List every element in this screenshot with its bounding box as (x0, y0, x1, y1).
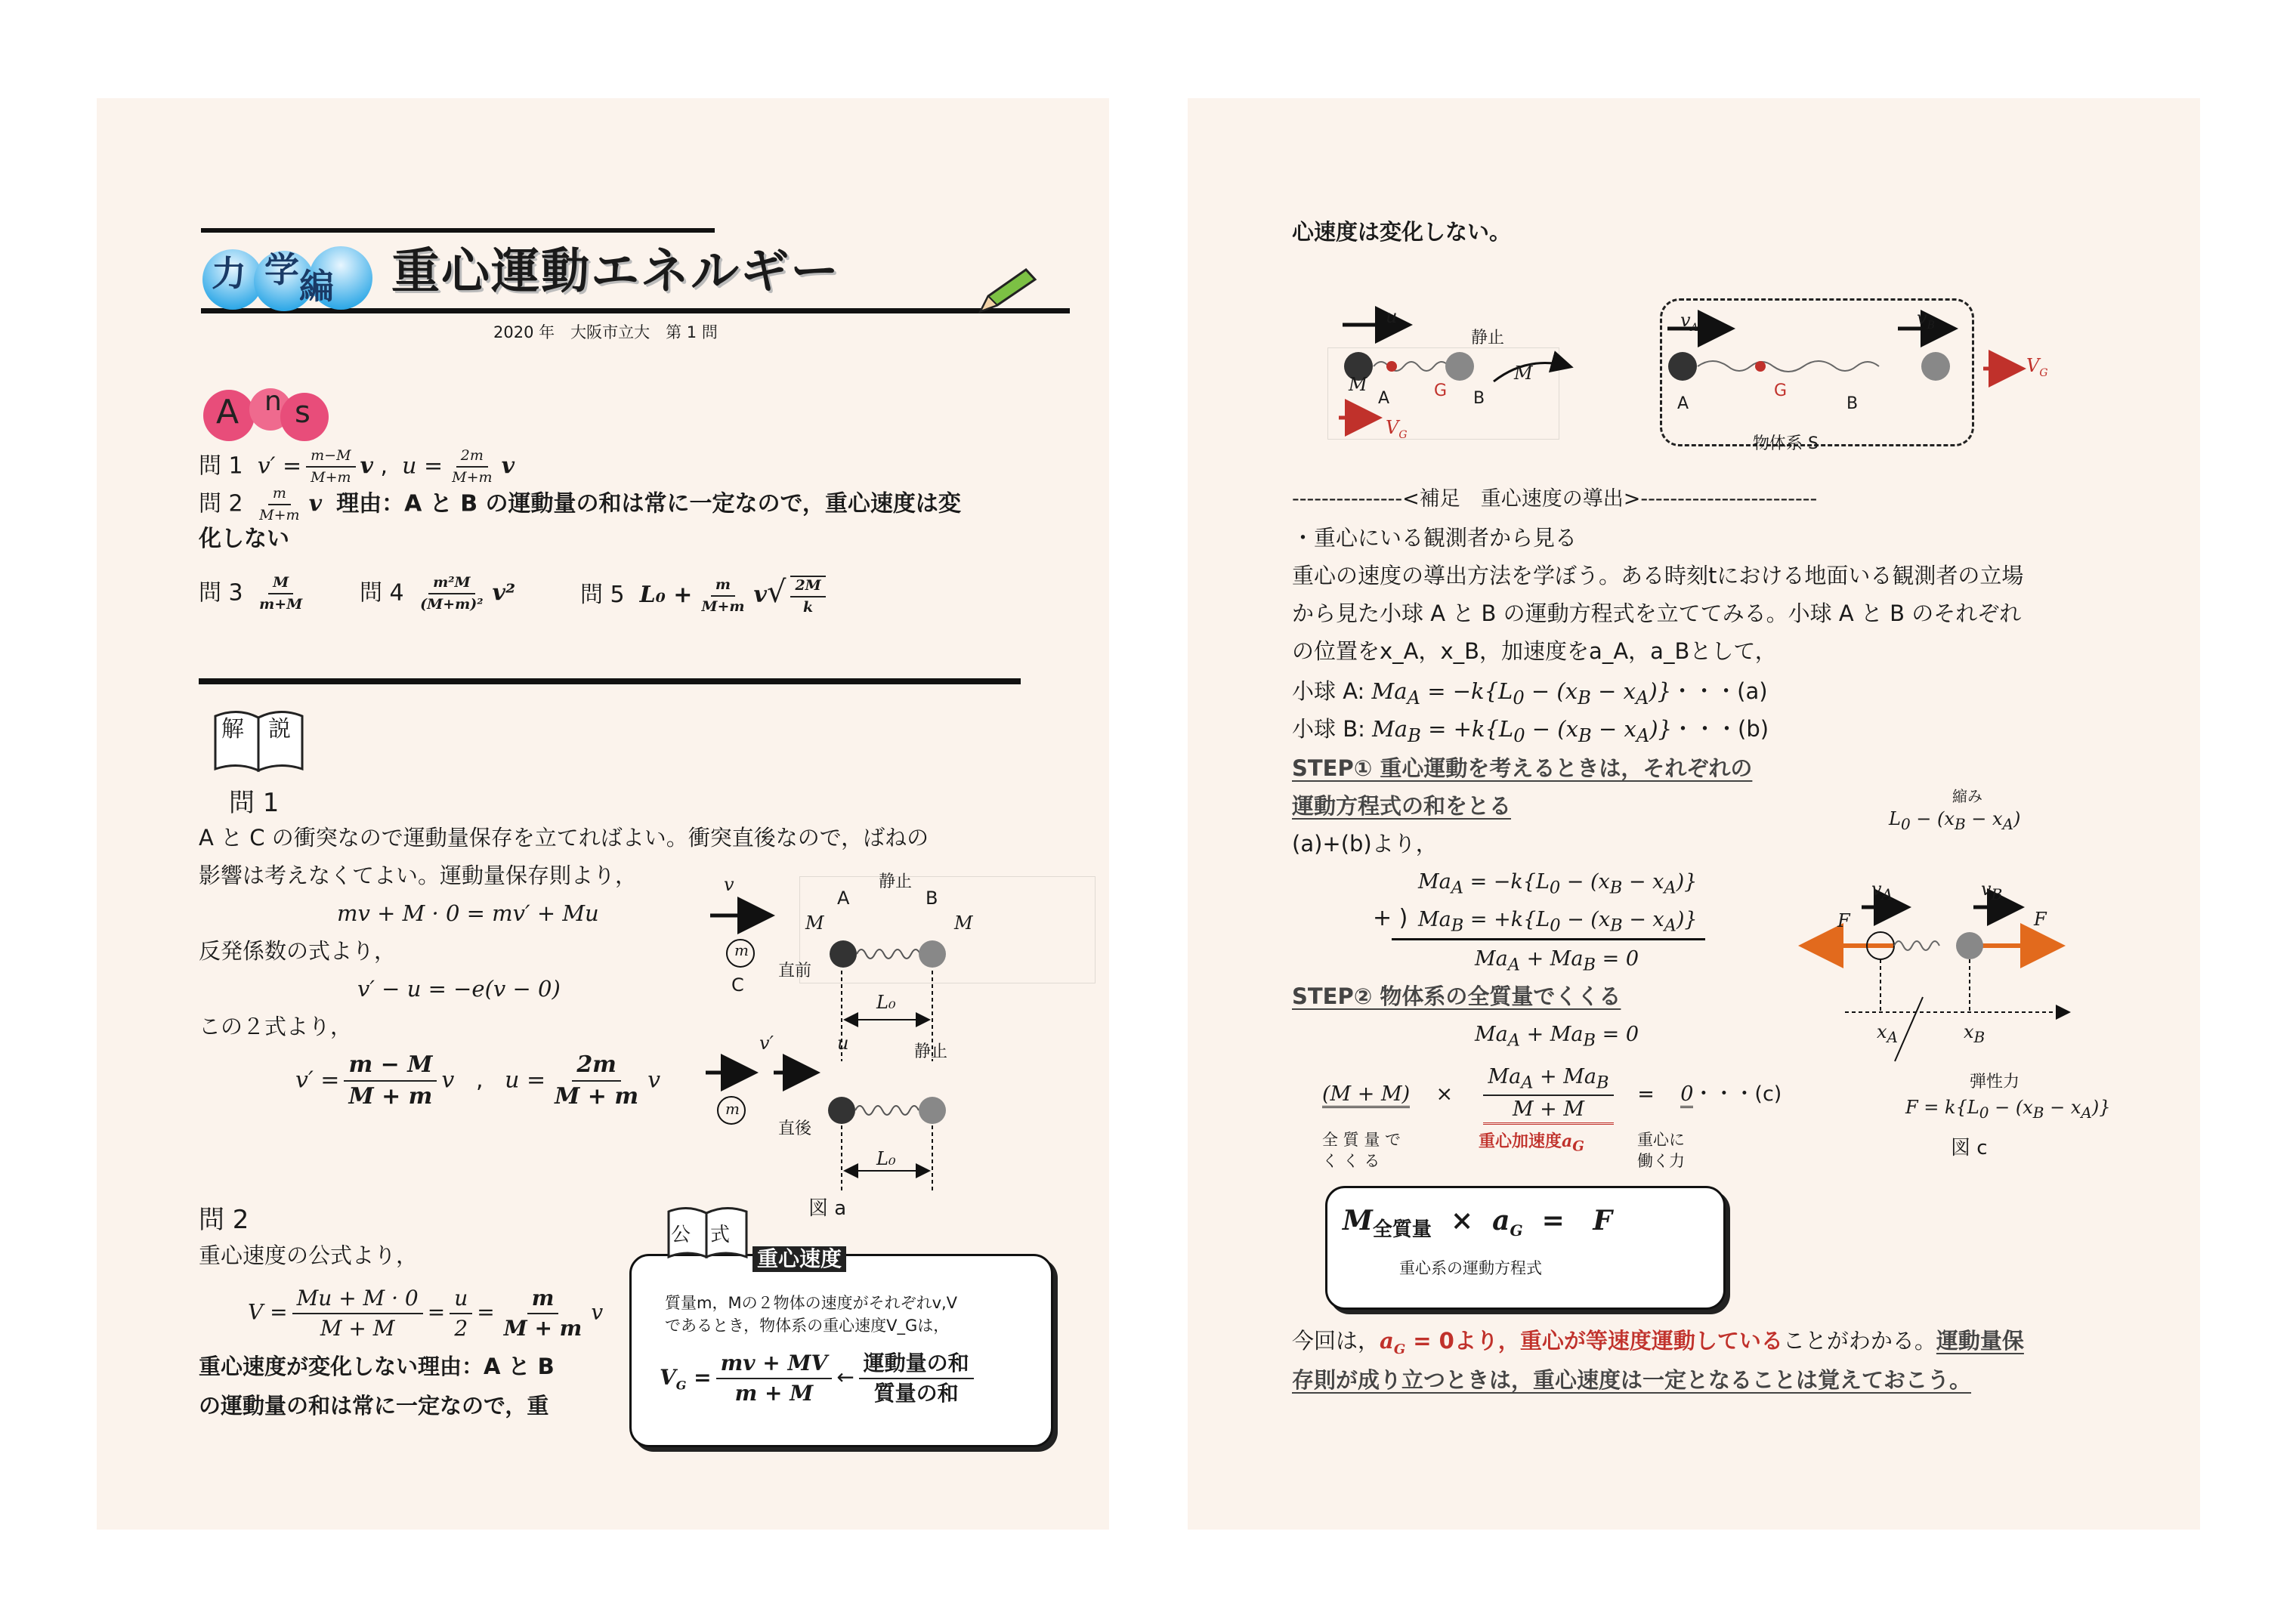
formula-label: 重心速度 (752, 1246, 846, 1272)
formula-line-1: 質量m，Mの２物体の速度がそれぞれv,V (665, 1294, 958, 1312)
badge-char-2: 学 (264, 249, 299, 290)
answer-1-label: 問 1 (199, 452, 243, 480)
fig-c-vb: $v_B$ (1981, 878, 2003, 903)
fig-top-rest: 静止 (1471, 329, 1505, 347)
q1-paragraph-4: この２式より， (199, 1014, 353, 1039)
fig-top-b-1: B (1473, 389, 1485, 408)
fig-a-l0-label-2: L₀ (876, 1148, 896, 1169)
fig-a-m-big-left: M (805, 912, 824, 934)
fig-a-rest-label-2: 静止 (914, 1042, 948, 1061)
fig-a-rest-label-1: 静止 (879, 872, 913, 891)
q1-paragraph-3: 反発係数の式より， (199, 938, 397, 964)
eom-equation: $M_{全質量} \times a_G = F$ (1343, 1205, 1612, 1242)
fig-a-m-label-2: m (725, 1100, 740, 1118)
fig-top-u: u (1386, 306, 1398, 327)
fig-c-f-left: F (1837, 910, 1850, 931)
section-rule (199, 678, 1021, 684)
formula-arrow: ← (836, 1364, 854, 1390)
ans-char-1: A (216, 393, 239, 431)
formula-equation: $V_G$ = $\frac{mv + MV}{m + M}$ ← $\frac{\text{運動量の和}}{\text{質量の和}}$ (660, 1351, 978, 1406)
fig-a-m-label-1: m (734, 941, 749, 959)
fig-c-diagram (1815, 888, 2094, 1091)
answer-2: 問 2 $\frac{m}{M+m}$ v 理由：A と B の運動量の和は常に一定なので，重心速度は変 (199, 485, 961, 523)
header-top-rule (201, 228, 715, 233)
formula-tab-char-1: 公 (671, 1224, 691, 1246)
sum-eq-2: $Ma_B = +k\{L_0 - (x_B - x_A)\}$ (1418, 908, 1698, 936)
badge-char-3: 編 (299, 266, 334, 307)
q1-equation-2: v′ − u = −e(v − 0) (357, 976, 561, 1002)
q2-equation: V = $\frac{Mu + M \cdot 0}{M + M}$ = $\frac{u}{2}$ = $\frac{m}{M + m}$ v (248, 1286, 604, 1341)
fig-a-vprime-label: v′ (759, 1033, 774, 1054)
formula-line-2: であるとき，物体系の重心速度V_Gは， (665, 1317, 950, 1335)
fig-c-caption: 図 c (1951, 1137, 1988, 1159)
eq-b: 小球 B: $Ma_B = +k\{L_0 - (x_B - x_A)\}$・・・(b) (1292, 716, 1769, 746)
fig-a-a-label: A (837, 888, 850, 909)
q2-heading: 問 2 (199, 1205, 249, 1235)
answer-2-reason-b: 化しない (199, 526, 289, 552)
pencil-icon (973, 266, 1041, 319)
answer-4: 問 4 $\frac{\text{m²M}}{\text{(M+m)²}}$ v² (360, 574, 516, 613)
fig-a-diagram (701, 884, 1079, 1193)
sum-rule (1392, 938, 1705, 940)
answer-5-label: 問 5 (580, 582, 625, 608)
step2-line: STEP② 物体系の全質量でくくる (1292, 983, 1621, 1009)
eom-caption: 重心系の運動方程式 (1399, 1259, 1542, 1277)
fig-c-xb: $x_B$ (1964, 1021, 1986, 1046)
q1-equation-1: mv + M · 0 = mv′ + Mu (337, 900, 599, 926)
eq-a: 小球 A: $Ma_A = -k\{L_0 - (x_B - x_A)\}$・・・(a) (1292, 678, 1768, 709)
fig-top-g-2: G (1774, 381, 1788, 400)
badge-char-1: 力 (212, 253, 246, 294)
label-accel: 重心加速度$a_G$ (1479, 1132, 1584, 1155)
page-title: 重心運動エネルギー (391, 244, 840, 300)
fig-a-l0-label-1: L₀ (876, 992, 896, 1013)
ans-char-2: n (264, 386, 282, 417)
fig-top-a-1: A (1378, 389, 1390, 408)
fig-top-vb: $v_B$ (1917, 307, 1935, 332)
sum-result: $Ma_A + Ma_B = 0$ (1475, 947, 1639, 975)
fig-top-g-1: G (1434, 381, 1448, 400)
supp-paragraph-2: 重心の速度の導出方法を学ぼう。ある時刻tにおける地面いる観測者の立場 (1292, 563, 2024, 588)
fig-top-vg-2: $V_G$ (2026, 355, 2048, 379)
system-s-label: 物体系 S (1753, 434, 1819, 453)
supplement-title: ---------------<補足 重心速度の導出>------------------------ (1292, 487, 1818, 511)
fig-a-b-label: B (926, 888, 938, 909)
page-subtitle: 2020 年 大阪市立大 第 1 問 (493, 323, 718, 341)
step1-line-2: 運動方程式の和をとる (1292, 793, 1512, 819)
answer-3: 問 3 $\frac{M}{m+M}$ (199, 574, 303, 613)
fig-top-m-left: M (1349, 374, 1367, 395)
final-line-1: 今回は，$a_G = 0$より，重心が等速度運動していることがわかる。運動量保 (1292, 1328, 2024, 1357)
q1-result: v′ = $\frac{m - M}{M + m}$ v , u = $\frac{2m}{M + m}$ v (295, 1051, 661, 1110)
q1-paragraph-1: A と C の衝突なので運動量保存を立てればよい。衝突直後なので，ばねの (199, 825, 929, 851)
fig-top-va: $v_A$ (1680, 310, 1698, 334)
supp-paragraph-1: ・重心にいる観測者から見る (1292, 525, 1578, 551)
fig-a-caption: 図 a (808, 1197, 847, 1220)
left-page (97, 98, 1109, 1530)
sum-plus: + ) (1373, 905, 1408, 931)
step1-line-1: STEP① 重心運動を考えるときは，それぞれの (1292, 755, 1753, 781)
fig-a-c-label: C (731, 974, 744, 996)
fig-a-after-label: 直後 (778, 1119, 812, 1138)
supp-paragraph-3: から見た小球 A と B の運動方程式を立ててみる。小球 A と B のそれぞれ (1292, 601, 2022, 626)
fig-a-v-label: v (724, 874, 734, 895)
fig-c-elastic: 弾性力 (1970, 1073, 2020, 1091)
step2-eq: $Ma_A + Ma_B = 0$ (1475, 1023, 1639, 1051)
answer-2-label: 問 2 (199, 490, 243, 517)
q1-heading: 問 1 (229, 788, 280, 818)
formula-den-text: 質量の和 (873, 1380, 959, 1406)
fig-a-before-label: 直前 (778, 962, 812, 980)
label-total-mass: 全 質 量 で く く る (1322, 1131, 1401, 1171)
continued-line: 心速度は変化しない。 (1292, 219, 1512, 245)
answer-1: 問 1 v′ = $\frac{m-M}{M+m}$ v , u = $\frac{2m}{M+m}$ v (199, 447, 515, 486)
fig-top-m-right: M (1514, 363, 1533, 384)
fig-c-f-right: F (2034, 909, 2047, 930)
formula-num-text: 運動量の和 (859, 1351, 974, 1379)
sum-eq-1: $Ma_A = -k\{L_0 - (x_B - x_A)\}$ (1418, 870, 1698, 898)
answer-4-label: 問 4 (360, 579, 404, 607)
fig-a-m-big-right: M (954, 912, 973, 934)
answer-1-sep: , (380, 452, 388, 480)
sum-intro: (a)+(b)より， (1292, 831, 1438, 857)
fig-c-shrink: 縮み (1952, 787, 1982, 805)
answer-2-reason-a: 理由：A と B の運動量の和は常に一定なので，重心速度は変 (336, 490, 961, 517)
q1-result-sep: , (475, 1067, 484, 1094)
fig-top-a-2: A (1677, 394, 1689, 413)
right-page (1188, 98, 2200, 1530)
q2-paragraph-2: 重心速度が変化しない理由：A と B (199, 1354, 555, 1379)
q2-paragraph-3: の運動量の和は常に一定なので，重 (199, 1393, 549, 1419)
fig-c-va: $v_A$ (1871, 878, 1893, 903)
fig-c-xa: $x_A$ (1877, 1021, 1898, 1046)
q1-paragraph-2: 影響は考えなくてよい。運動量保存則より， (199, 863, 638, 888)
fig-c-shrink-expr: $L_0 - (x_B - x_A)$ (1889, 808, 2021, 833)
answer-5: 問 5 L₀ + $\frac{m}{M+m}$ v√ $\frac{2M}{k}$ (580, 574, 830, 616)
final-line-2: 存則が成り立つときは，重心速度は一定となることは覚えておこう。 (1292, 1367, 1972, 1393)
fig-top-b-2: B (1846, 394, 1859, 413)
fig-top-vg-1: $V_G$ (1386, 417, 1408, 441)
fig-c-force-eq: $F = k\{L_0 - (x_B - x_A)\}$ (1905, 1097, 2111, 1122)
label-force: 重心に 働く力 (1637, 1131, 1685, 1171)
formula-tab-char-2: 式 (710, 1224, 731, 1246)
ans-char-3: s (295, 395, 311, 430)
kaisetsu-char-2: 説 (268, 716, 291, 743)
supp-paragraph-4: の位置をx_A，x_B，加速度をa_A，a_Bとして， (1292, 638, 1777, 664)
kaisetsu-char-1: 解 (221, 716, 244, 743)
factor-eq: (M + M) × $\frac{Ma_A + Ma_B}{M + M}$ = 0・・・(c) (1322, 1065, 1782, 1125)
fig-a-u-label: u (837, 1033, 849, 1054)
answer-3-label: 問 3 (199, 579, 243, 607)
q2-paragraph-1: 重心速度の公式より， (199, 1243, 419, 1268)
